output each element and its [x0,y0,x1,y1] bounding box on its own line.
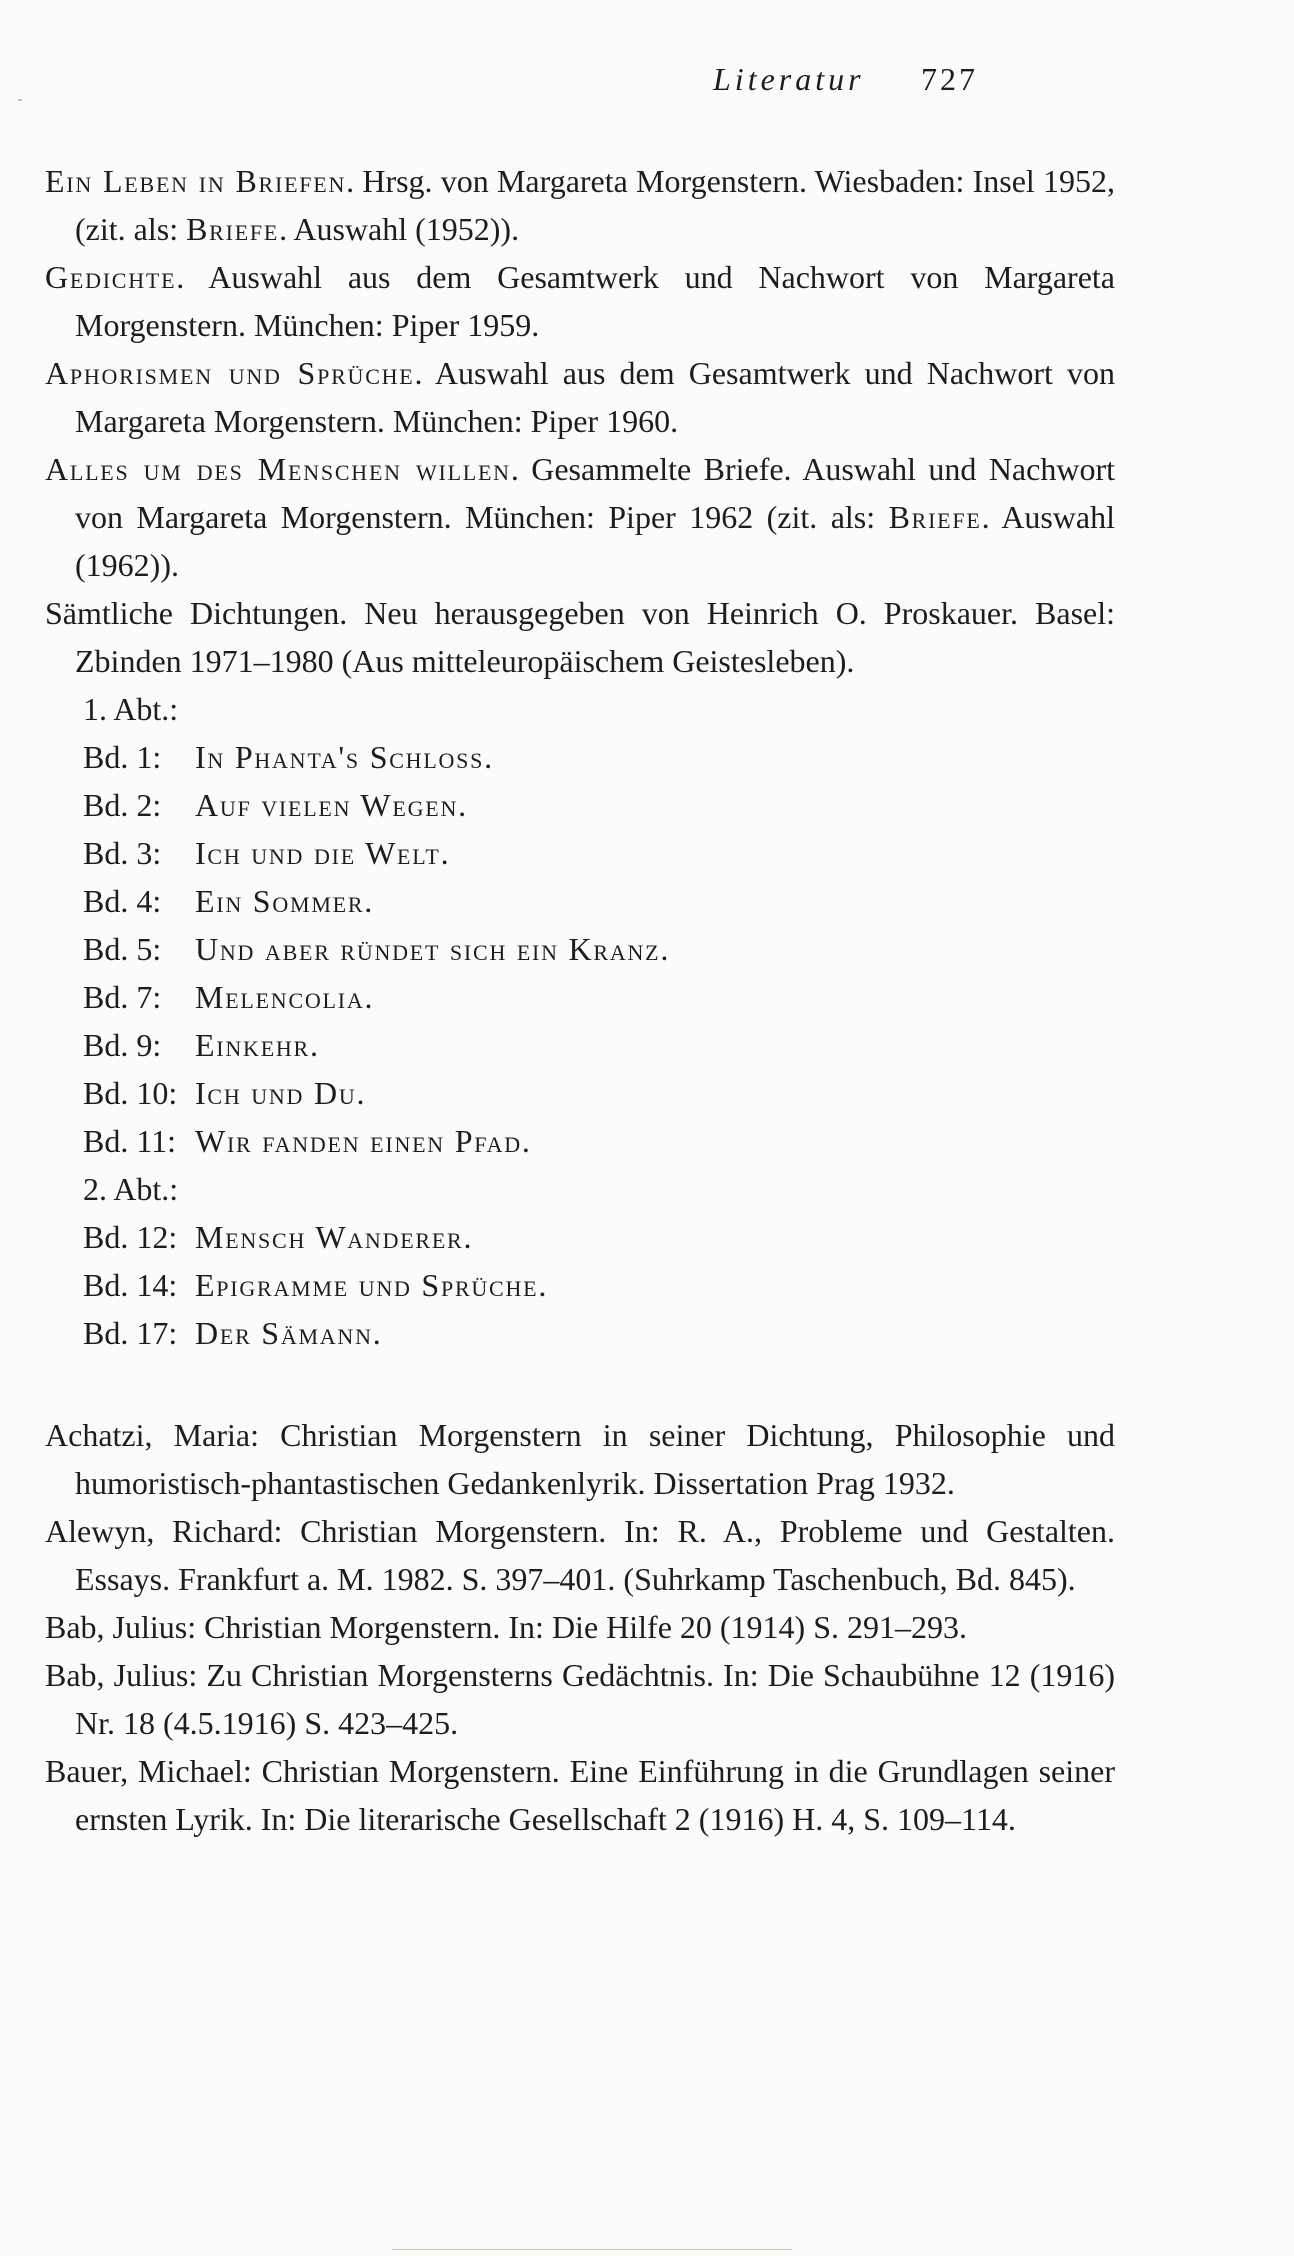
scan-artifact [392,2249,792,2250]
volume-row [45,925,1115,973]
volume-label: Bd. 2: [83,787,162,823]
volume-title: Mensch Wanderer. [195,1219,474,1255]
volume-label: Bd. 4: [83,883,162,919]
cited-title: Briefe [186,211,280,247]
volume-label: Bd. 17: [83,1315,178,1351]
works-bibliography [45,157,1115,1357]
volume-title: Epigramme und Sprüche. [195,1267,549,1303]
cited-title: Briefe [888,499,982,535]
volume-row [45,733,1115,781]
volume-label: Bd. 1: [83,739,162,775]
volume-label: Bd. 14: [83,1267,178,1303]
work-title: Gedichte [45,259,177,295]
entry-text: . Auswahl (1962)). [75,499,1116,583]
entry-text: . Auswahl aus dem Gesamtwerk und Nachwort von Margareta Morgenstern. München: Piper 1960. [75,355,1115,439]
bib-entry-gedichte [45,253,1115,349]
bib-entry-alles-um-des-menschen-willen [45,445,1115,589]
entry-text: . Gesammelte Briefe. Auswahl und Nachwort von Margareta Morgenstern. München: Piper 1962 (zit. als: [75,451,1115,535]
work-title: Aphorismen und Sprüche [45,355,415,391]
volume-label: Bd. 9: [83,1027,162,1063]
volume-title: Ich und Du. [195,1075,367,1111]
page-header [45,55,1115,103]
entry-text: . Auswahl (1952)). [279,211,520,247]
entry-text: . Hrsg. von Margareta Morgenstern. Wiesbaden: Insel 1952, (zit. als: [75,163,1115,247]
section-label-abt1: 1. Abt.: [83,691,179,727]
volume-title: Und aber ründet sich ein Kranz. [195,931,671,967]
volume-title: Melencolia. [195,979,375,1015]
bib-entry-achatzi: Achatzi, Maria: Christian Morgenstern in seiner Dichtung, Philosophie und humoristisch-phantastischen Gedankenlyrik. Dissertation Prag 1932. [45,1417,1115,1501]
bib-entry-ein-leben-in-briefen [45,157,1115,253]
volume-row [45,1021,1115,1069]
bib-entry-bauer: Bauer, Michael: Christian Morgenstern. Eine Einführung in die Grundlagen seiner ernsten Lyrik. In: Die literarische Gesellschaft 2 (1916) H. 4, S. 109–114. [45,1753,1115,1837]
volume-title: Der Sämann. [195,1315,383,1351]
secondary-literature [45,1411,1115,1843]
volume-title: Ich und die Welt. [195,835,451,871]
scan-speck [18,99,22,101]
entry-text: . Auswahl aus dem Gesamtwerk und Nachwort von Margareta Morgenstern. München: Piper 1959. [75,259,1115,343]
bib-entry-aphorismen [45,349,1115,445]
volume-row [45,1261,1115,1309]
bib-entry-bab-1916: Bab, Julius: Zu Christian Morgensterns Gedächtnis. In: Die Schaubühne 12 (1916) Nr. 18 (4.5.1916) S. 423–425. [45,1657,1115,1741]
volume-label: Bd. 11: [83,1123,177,1159]
volume-row [45,1213,1115,1261]
volume-label: Bd. 5: [83,931,162,967]
volume-label: Bd. 7: [83,979,162,1015]
volume-label: Bd. 12: [83,1219,178,1255]
volume-label: Bd. 3: [83,835,162,871]
volume-row [45,781,1115,829]
page-number: 727 [921,61,978,97]
bib-entry-alewyn: Alewyn, Richard: Christian Morgenstern. In: R. A., Probleme und Gestalten. Essays. Frankfurt a. M. 1982. S. 397–401. (Suhrkamp Taschenbuch, Bd. 845). [45,1513,1115,1597]
work-title: Alles um des Menschen willen [45,451,511,487]
section-label-abt2: 2. Abt.: [83,1171,179,1207]
bib-entry-saemtliche-dichtungen [45,589,1115,685]
volume-row [45,973,1115,1021]
volume-title: Einkehr. [195,1027,320,1063]
volume-row [45,1117,1115,1165]
running-title: Literatur [713,61,865,97]
entry-text: Sämtliche Dichtungen. Neu herausgegeben von Heinrich O. Proskauer. Basel: Zbinden 1971–1980 (Aus mitteleuropäischem Geistesleben). [45,595,1115,679]
volume-title: Auf vielen Wegen. [195,787,468,823]
volume-title: Wir fanden einen Pfad. [195,1123,532,1159]
volume-row [45,877,1115,925]
work-title: Ein Leben in Briefen [45,163,347,199]
volume-title: Ein Sommer. [195,883,375,919]
volume-title: In Phanta's Schloss. [195,739,494,775]
volume-label: Bd. 10: [83,1075,178,1111]
volume-row [45,1309,1115,1357]
volume-row [45,1069,1115,1117]
bib-entry-bab-1914: Bab, Julius: Christian Morgenstern. In: Die Hilfe 20 (1914) S. 291–293. [45,1609,967,1645]
volume-row [45,829,1115,877]
